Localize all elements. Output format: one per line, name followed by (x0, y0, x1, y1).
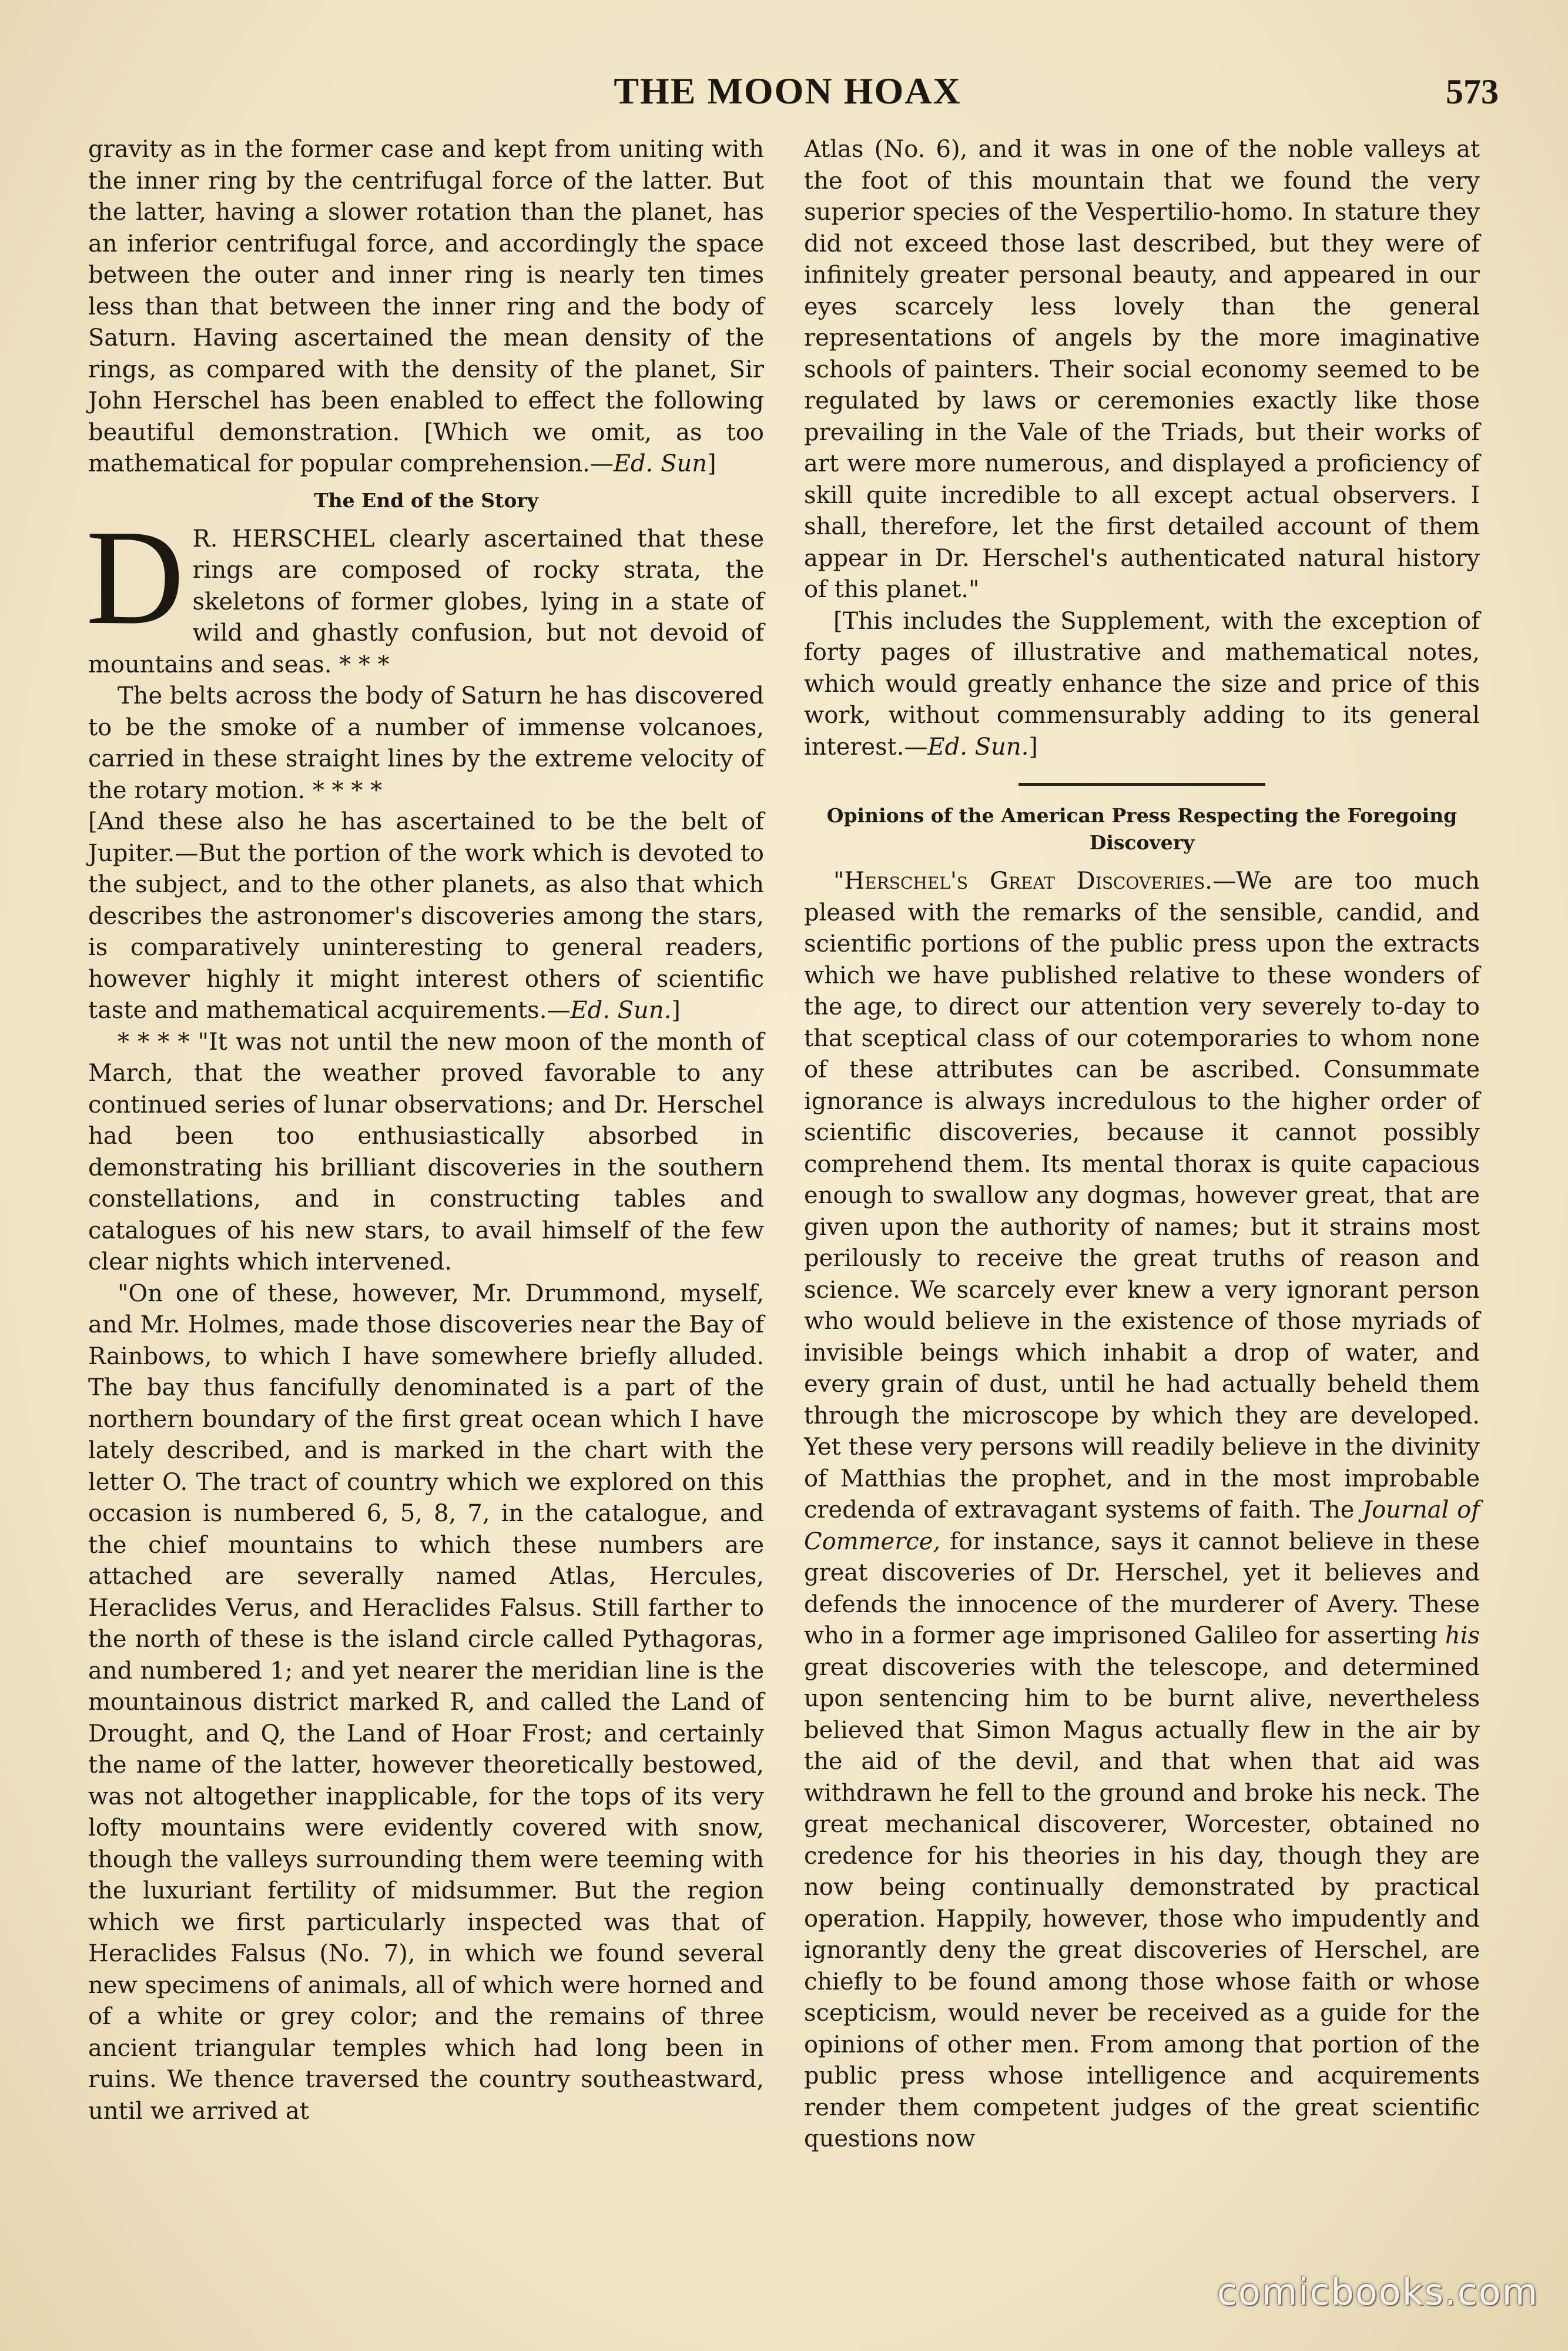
watermark-logo: comicbooks.com (1217, 2270, 1539, 2313)
left-column (88, 134, 764, 2127)
paragraph-text: for instance, says it cannot believe in these great discoveries of Dr. Herschel, yet it believes and defends the innocence of the murderer of Avery. These who in a former age imprisoned Galileo for asserting (804, 1528, 1480, 1649)
publication-title: Journal of Commerce, (804, 1496, 1480, 1555)
paragraph (804, 606, 1480, 763)
paragraph-text: great discoveries with the telescope, and determined upon sentencing him to be burnt alive, nevertheless believed that Simon Magus actually flew in the air by the aid of the devil, and that when that aid was withdrawn he fell to the ground and broke his neck. The great mechanical discoverer, Worcester, obtained no credence for his theories in his day, though they are now being continually demonstrated by practical operation. Happily, however, those who impudently and ignorantly deny the great discoveries of Herschel, are chiefly to be found among those whose faith or whose scepticism, would never be received as a guide for the opinions of other men. From among that portion of the public press whose intelligence and acquirements render them competent judges of the great scientific questions now (804, 1653, 1480, 2152)
divider-rule (1018, 783, 1265, 786)
editor-note: Ed. Sun (613, 450, 707, 477)
paragraph: Atlas (No. 6), and it was in one of the noble valleys at the foot of this mountain that we found the very superior species of the Vespertilio-homo. In stature they did not exceed those last described, but they were of infinitely greater personal beauty, and appeared in our eyes scarcely less lovely than the general representations of angels by the more imaginative schools of painters. Their social economy seemed to be regulated by laws or ceremonies exactly like those prevailing in the Vale of the Triads, but their works of art were more numerous, and displayed a proficiency of skill quite incredible to all except actual observers. I shall, therefore, let the first detailed account of them appear in Dr. Herschel's authenticated natural history of this planet." (804, 136, 1480, 603)
bracket-close: ] (671, 997, 681, 1024)
paragraph-text: —We are too much pleased with the remarks of the sensible, candid, and scientific portions of the public press upon the extracts which we have published relative to these wonders of the age, to direct our attention very severely to-day to that sceptical class of our cotemporaries to whom none of these attributes can be ascribed. Consummate ignorance is always incredulous to the higher order of scientific discoveries, because it cannot possibly comprehend them. Its mental thorax is quite capacious enough to swallow any dogmas, however great, that are given upon the authority of names; but it strains most perilously to receive the great truths of reason and science. We scarcely ever knew a very ignorant person who would believe in the existence of those myriads of invisible beings which inhabit a drop of water, and every grain of dust, until he had actually beheld them through the microscope by which they are developed. Yet these very persons will readily believe in the divinity of Matthias the prophet, and in the most improbable credenda of extravagant systems of faith. The (804, 868, 1480, 1523)
section-heading: The End of the Story (314, 488, 538, 512)
paragraph (88, 134, 764, 480)
page-number: 573 (1446, 72, 1499, 111)
drop-cap: D (86, 501, 185, 653)
bracket-close: ] (1028, 733, 1038, 761)
paragraph (88, 806, 764, 1027)
editor-note: Ed. Sun. (570, 997, 672, 1024)
bracket-close: ] (707, 450, 716, 477)
right-column (804, 134, 1480, 2155)
section-heading: Opinions of the American Press Respecting the Foregoing Discovery (826, 804, 1458, 854)
paragraph-text: [And these also he has ascertained to be the belt of Jupiter.—But the portion of the work which is devoted to the subject, and to the other planets, as also that which describes the astronomer's discoveries among the stars, is comparatively uninteresting to general readers, however highly it might interest others of scientific taste and mathematical acquirements.— (88, 808, 764, 1024)
page-header (82, 69, 1499, 128)
paragraph-text: R. HERSCHEL clearly ascertained that these rings are composed of rocky strata, the skeletons of former globes, lying in a state of wild and ghastly confusion, but not devoid of mountains and seas. * * * (88, 525, 764, 678)
paragraph (86, 501, 764, 681)
emphasis: his (1445, 1622, 1480, 1649)
running-title: THE MOON HOAX (614, 70, 961, 112)
paragraph: The belts across the body of Saturn he has discovered to be the smoke of a number of immense volcanoes, carried in these straight lines by the extreme velocity of the rotary motion. * * * * (88, 682, 764, 804)
paragraph: * * * * "It was not until the new moon of the month of March, that the weather proved favorable to any continued series of lunar observations; and Dr. Herschel had been too enthusiastically absorbed in demonstrating his brilliant discoveries in the southern constellations, and in constructing tables and catalogues of his new stars, to avail himself of the few clear nights which intervened. (88, 1028, 764, 1275)
paragraph: "On one of these, however, Mr. Drummond, myself, and Mr. Holmes, made those discoveries near the Bay of Rainbows, to which I have somewhere briefly alluded. The bay thus fancifully denominated is a part of the northern boundary of the first great ocean which I have lately described, and is marked in the chart with the letter O. The tract of country which we explored on this occasion is numbered 6, 5, 8, 7, in the catalogue, and the chief mountains to which these numbers are attached are severally named Atlas, Hercules, Heraclides Verus, and Heraclides Falsus. Still farther to the north of these is the island circle called Pythagoras, and numbered 1; and yet nearer the meridian line is the mountainous district marked R, and called the Land of Drought, and Q, the Land of Hoar Frost; and certainly the name of the latter, however theoretically bestowed, was not altogether inapplicable, for the tops of its very lofty mountains were evidently covered with snow, though the valleys surrounding them were teeming with the luxuriant fertility of midsummer. But the region which we first particularly inspected was that of Heraclides Falsus (No. 7), in which we found several new specimens of animals, all of which were horned and of a white or grey color; and the remains of three ancient triangular temples which had long been in ruins. We thence traversed the country southeastward, until we arrived at (88, 1280, 764, 2125)
editor-note: Ed. Sun. (927, 733, 1029, 761)
paragraph-text: gravity as in the former case and kept from uniting with the inner ring by the centrifugal force of the latter. But the latter, having a slower rotation than the planet, has an inferior centrifugal force, and accordingly the space between the outer and inner ring is nearly ten times less than that between the inner ring and the body of Saturn. Having ascertained the mean density of the rings, as compared with the density of the planet, Sir John Herschel has been enabled to effect the following beautiful demonstration. [Which we omit, as too mathematical for popular comprehension.— (88, 136, 764, 477)
paragraph-text: [This includes the Supplement, with the exception of forty pages of illustrative and mathematical notes, which would greatly enhance the size and price of this work, without commensurably adding to its general interest.— (804, 607, 1480, 761)
paragraph-lead: "Herschel's Great Discoveries. (833, 868, 1213, 895)
paragraph (804, 866, 1480, 2155)
